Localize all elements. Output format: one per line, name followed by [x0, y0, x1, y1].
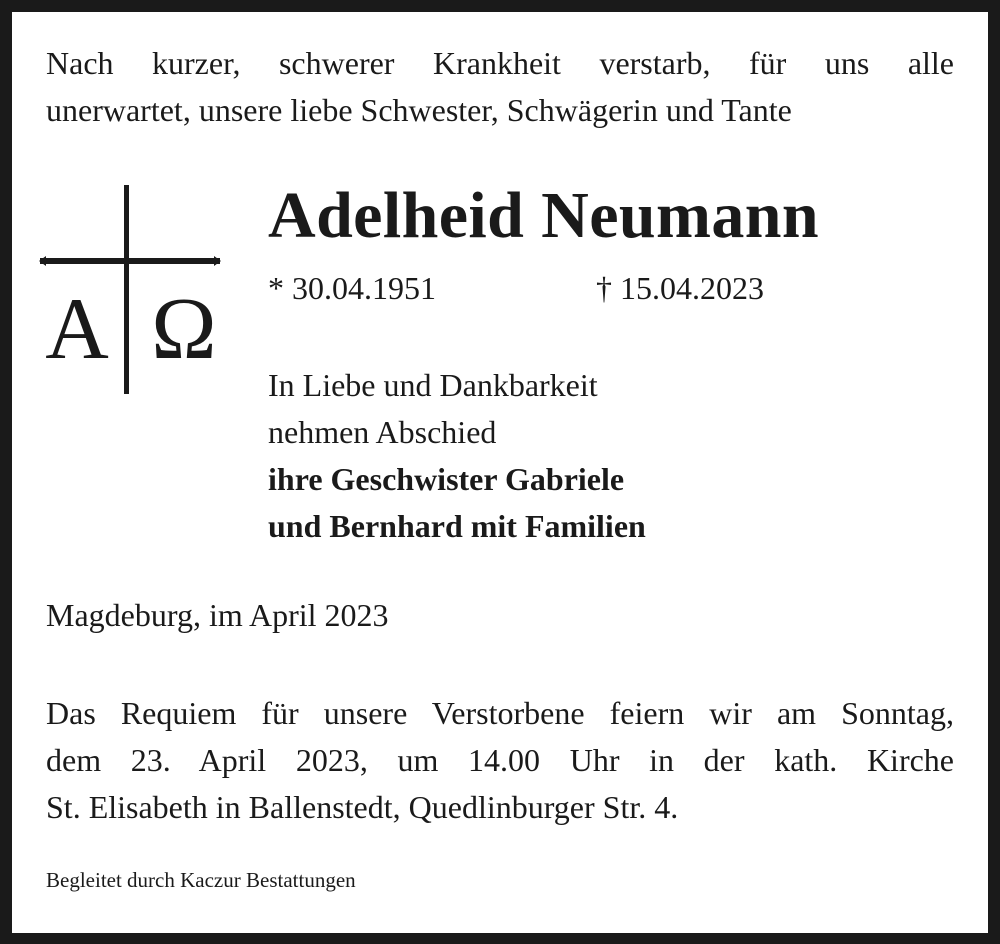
mourners-line-4: und Bernhard mit Familien: [268, 508, 646, 544]
deceased-name: Adelheid Neumann: [268, 179, 819, 252]
requiem-line-1: Das Requiem für unsere Verstorbene feiern wir am Sonntag,: [46, 695, 954, 731]
requiem-text: [46, 690, 954, 831]
alpha-letter: A: [45, 281, 109, 378]
intro-line-2: unerwartet, unsere liebe Schwester, Schwägerin und Tante: [46, 92, 792, 128]
mourners-block: [268, 362, 646, 550]
cross-alpha-omega-icon: [34, 182, 234, 397]
omega-letter: Ω: [151, 281, 217, 378]
requiem-line-3: St. Elisabeth in Ballenstedt, Quedlinburger Str. 4.: [46, 789, 679, 825]
intro-text: [46, 40, 954, 134]
mourners-line-2: nehmen Abschied: [268, 414, 497, 450]
requiem-line-2: dem 23. April 2023, um 14.00 Uhr in der kath. Kirche: [46, 742, 954, 778]
footer-undertaker: Begleitet durch Kaczur Bestattungen: [46, 868, 356, 892]
intro-line-1: Nach kurzer, schwerer Krankheit verstarb, für uns alle: [46, 45, 954, 81]
mourners-line-3: ihre Geschwister Gabriele: [268, 461, 625, 497]
place-and-date: Magdeburg, im April 2023: [46, 597, 389, 633]
birth-date: * 30.04.1951: [268, 270, 436, 306]
mourners-line-1: In Liebe und Dankbarkeit: [268, 367, 598, 403]
death-date: † 15.04.2023: [596, 270, 764, 306]
